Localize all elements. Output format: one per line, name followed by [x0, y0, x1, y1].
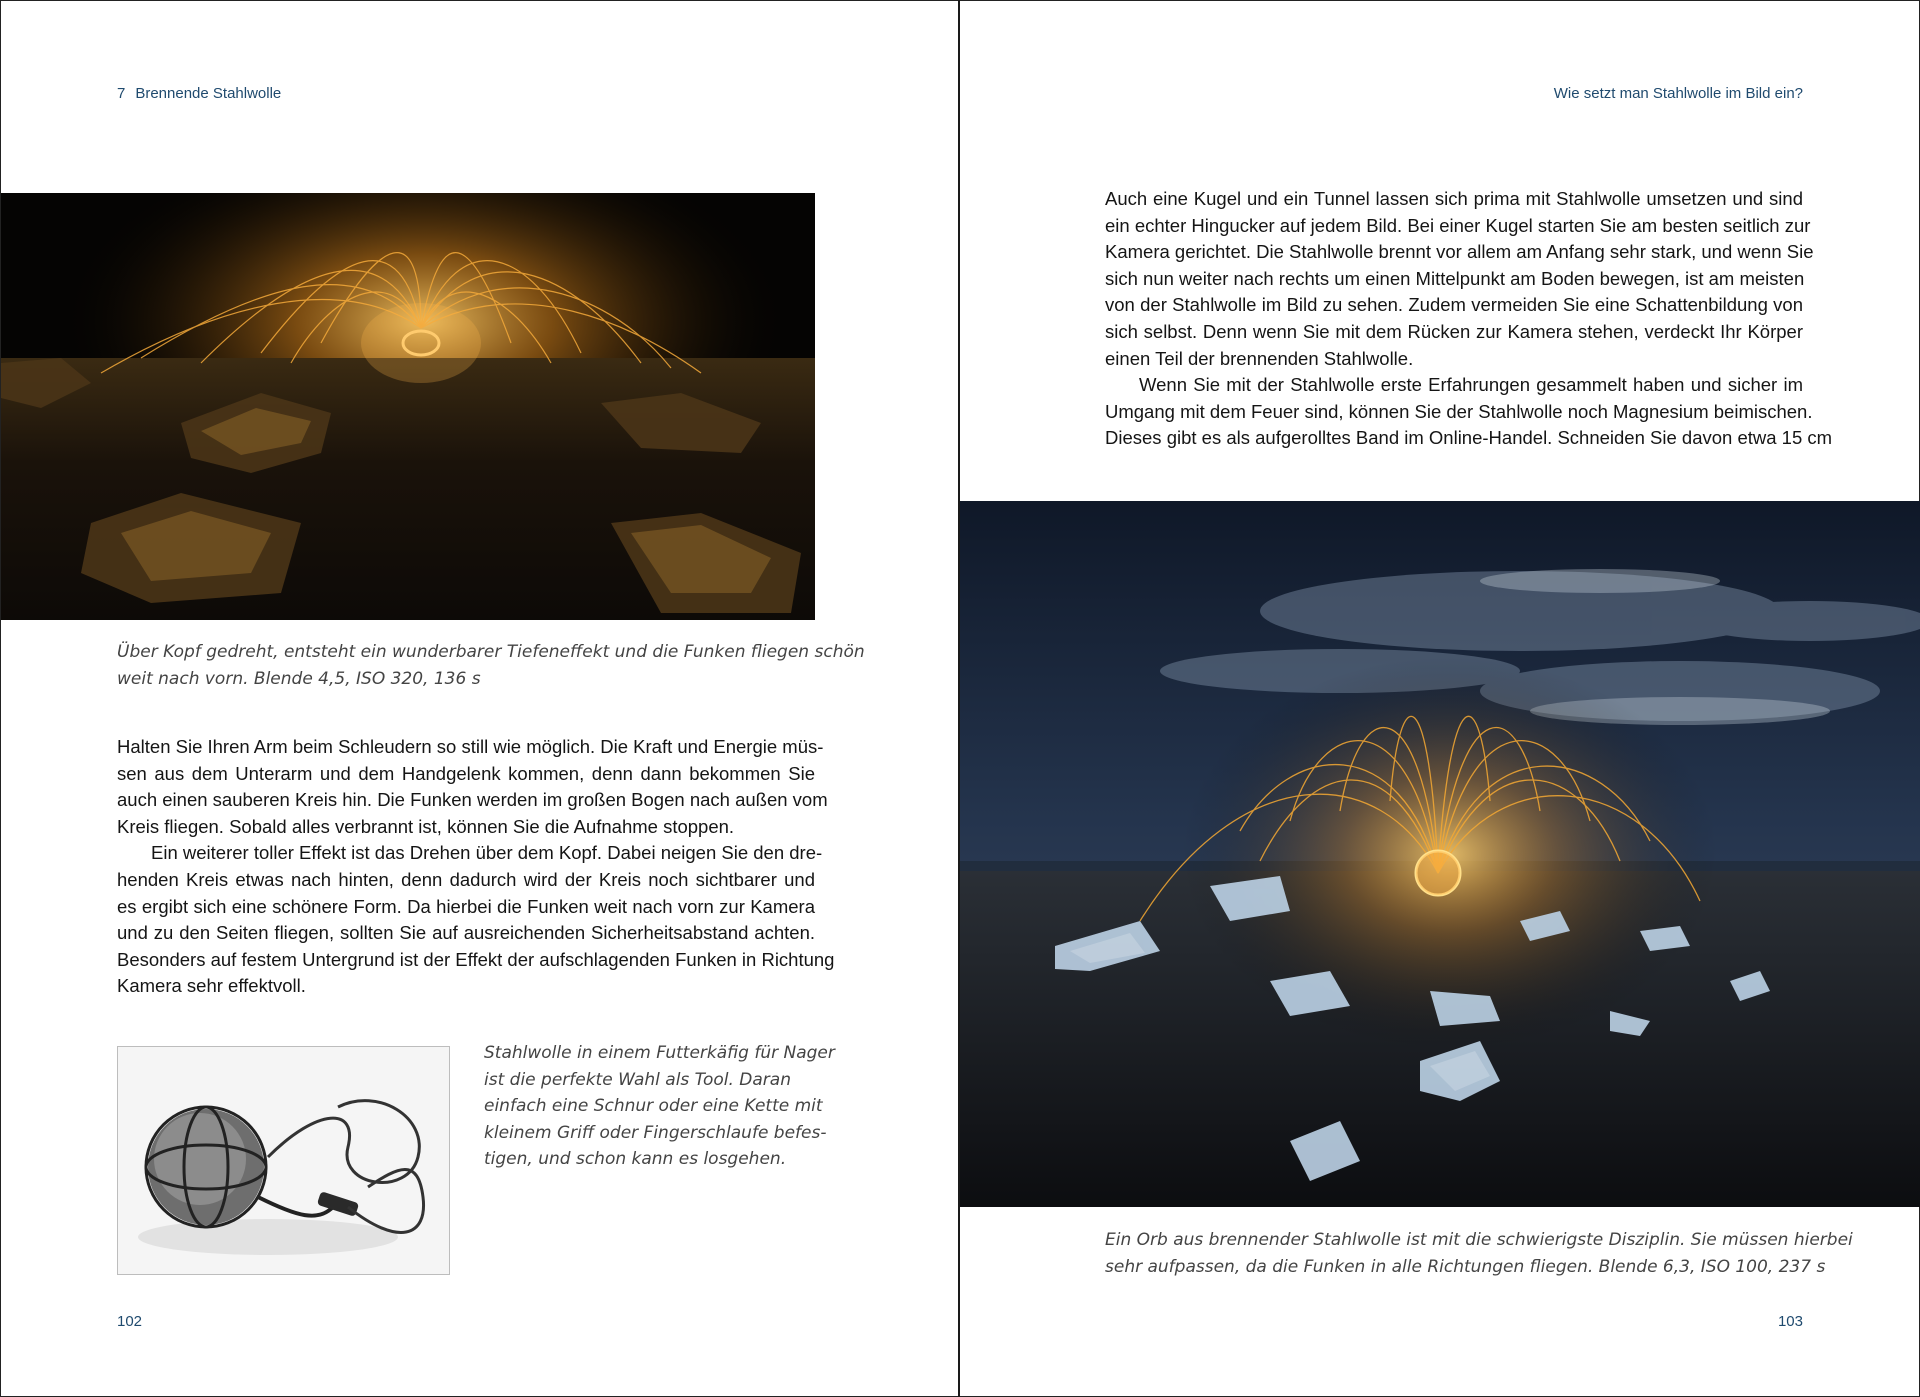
running-head-right: Wie setzt man Stahlwolle im Bild ein? — [1553, 85, 1803, 102]
body-line: Umgang mit dem Feuer sind, können Sie der Stahlwolle noch Magnesium beimischen. — [1105, 400, 1813, 422]
body-line: henden Kreis etwas nach hinten, denn dadurch wird der Kreis noch sichtbarer und — [117, 868, 815, 890]
caption-line: einfach eine Schnur oder eine Kette mit — [484, 1096, 823, 1116]
cage-tool-graphic — [118, 1047, 449, 1274]
body-line: Ein weiterer toller Effekt ist das Drehen über dem Kopf. Dabei neigen Sie den dre- — [151, 842, 823, 864]
chapter-title: Brennende Stahlwolle — [135, 85, 282, 102]
body-line: sich nun weiter nach rechts um einen Mittelpunkt am Boden bewegen, ist am meisten — [1105, 267, 1805, 289]
body-line: Auch eine Kugel und ein Tunnel lassen sich prima mit Stahlwolle umsetzen und sind — [1105, 188, 1803, 209]
caption-line: Stahlwolle in einem Futterkäfig für Nager — [484, 1043, 835, 1063]
body-line: es ergibt sich eine schönere Form. Da hierbei die Funken weit nach vorn zur Kamera — [117, 895, 815, 917]
left-body-text — [117, 734, 835, 1000]
body-line: von der Stahlwolle im Bild zu sehen. Zudem vermeiden Sie eine Schattenbildung von — [1105, 294, 1803, 316]
body-line: Kreis fliegen. Sobald alles verbrannt ist, können Sie die Aufnahme stoppen. — [117, 815, 735, 837]
right-body-text — [1105, 186, 1833, 452]
page-number-right: 103 — [1777, 1313, 1803, 1330]
body-line: Dieses gibt es als aufgerolltes Band im Online-Handel. Schneiden Sie davon etwa 15 cm — [1105, 427, 1833, 449]
caption-line: ist die perfekte Wahl als Tool. Daran — [484, 1069, 791, 1090]
orb-photo-caption — [1105, 1227, 1853, 1281]
caption-line: sehr aufpassen, da die Funken in alle Richtungen fliegen. Blende 6,3, ISO 100, 237 s — [1105, 1257, 1826, 1277]
body-line: Halten Sie Ihren Arm beim Schleudern so still wie möglich. Die Kraft und Energie müs- — [117, 736, 824, 757]
body-line: sen aus dem Unterarm und dem Handgelenk kommen, denn dann bekommen Sie — [117, 762, 815, 784]
right-page — [960, 0, 1920, 1397]
body-line: einen Teil der brennenden Stahlwolle. — [1105, 347, 1414, 369]
body-line: ein echter Hingucker auf jedem Bild. Bei einer Kugel starten Sie am besten seitlich zur — [1105, 214, 1811, 236]
body-line: Kamera gerichtet. Die Stahlwolle brennt vor allem am Anfang sehr stark, und wenn Sie — [1105, 241, 1814, 263]
left-page — [0, 0, 958, 1397]
steel-wool-overhead-photo — [1, 193, 815, 620]
caption-line: Über Kopf gedreht, entsteht ein wunderbarer Tiefeneffekt und die Funken fliegen schön — [117, 642, 865, 662]
steel-wool-orb-photo — [960, 501, 1920, 1207]
body-line: Kamera sehr effektvoll. — [117, 975, 306, 997]
steel-wool-overhead-photo-graphic — [1, 193, 815, 620]
steel-wool-cage-tool-photo — [117, 1046, 450, 1275]
tool-caption — [484, 1040, 835, 1173]
body-line: auch einen sauberen Kreis hin. Die Funken werden im großen Bogen nach außen vom — [117, 789, 828, 811]
steel-wool-orb-photo-graphic — [960, 501, 1920, 1207]
page-number-left: 102 — [117, 1313, 143, 1330]
caption-line: tigen, und schon kann es losgehen. — [484, 1149, 787, 1169]
running-head-left — [117, 85, 281, 102]
body-line: sich selbst. Denn wenn Sie mit dem Rücken zur Kamera stehen, verdeckt Ihr Körper — [1105, 320, 1803, 342]
caption-line: kleinem Griff oder Fingerschlaufe befes- — [484, 1122, 827, 1143]
chapter-number: 7 — [117, 85, 126, 102]
body-line: Wenn Sie mit der Stahlwolle erste Erfahrungen gesammelt haben und sicher im — [1139, 374, 1803, 396]
body-line: und zu den Seiten fliegen, sollten Sie auf ausreichenden Sicherheitsabstand achten. — [117, 922, 815, 944]
caption-line: Ein Orb aus brennender Stahlwolle ist mit die schwierigste Disziplin. Sie müssen hierbei — [1105, 1230, 1853, 1250]
caption-line: weit nach vorn. Blende 4,5, ISO 320, 136 s — [117, 669, 481, 689]
body-line: Besonders auf festem Untergrund ist der Effekt der aufschlagenden Funken in Richtung — [117, 948, 835, 970]
top-photo-caption — [117, 639, 865, 693]
